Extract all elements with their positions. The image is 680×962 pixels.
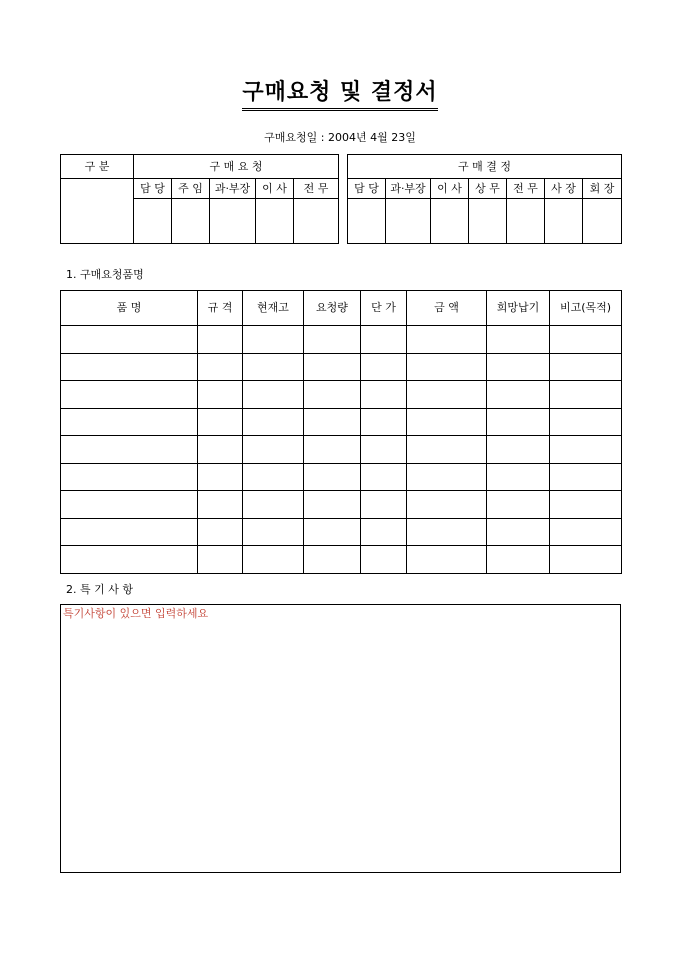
- signature-box[interactable]: [583, 199, 622, 244]
- column-header: 희망납기: [487, 291, 550, 326]
- document-title-text: 구매요청 및 결정서: [242, 80, 437, 111]
- table-cell[interactable]: [550, 463, 622, 491]
- table-cell[interactable]: [361, 326, 407, 354]
- table-cell[interactable]: [61, 518, 198, 546]
- table-cell[interactable]: [304, 546, 361, 574]
- table-row: [61, 546, 622, 574]
- table-cell[interactable]: [407, 463, 487, 491]
- table-row: [61, 491, 622, 519]
- table-cell[interactable]: [198, 381, 243, 409]
- table-cell[interactable]: [361, 436, 407, 464]
- table-cell[interactable]: [407, 381, 487, 409]
- table-cell[interactable]: [304, 326, 361, 354]
- table-cell[interactable]: [198, 353, 243, 381]
- signature-box[interactable]: [348, 199, 386, 244]
- notes-section-heading: 2. 특 기 사 항: [66, 583, 133, 596]
- column-header: 현재고: [243, 291, 304, 326]
- table-cell[interactable]: [243, 353, 304, 381]
- notes-placeholder: 특기사항이 있으면 입력하세요: [63, 607, 209, 620]
- signature-box[interactable]: [134, 199, 172, 244]
- table-cell[interactable]: [243, 491, 304, 519]
- table-row: [61, 436, 622, 464]
- decision-role: 이 사: [431, 179, 469, 199]
- request-role: 담 당: [134, 179, 172, 199]
- signature-box[interactable]: [210, 199, 256, 244]
- table-cell[interactable]: [198, 463, 243, 491]
- decision-role: 회 장: [583, 179, 622, 199]
- table-cell[interactable]: [550, 408, 622, 436]
- items-header-row: [61, 291, 622, 326]
- table-cell[interactable]: [487, 546, 550, 574]
- table-cell[interactable]: [243, 436, 304, 464]
- table-cell[interactable]: [550, 491, 622, 519]
- table-row: [61, 353, 622, 381]
- signature-box[interactable]: [545, 199, 583, 244]
- decision-role: 과·부장: [386, 179, 431, 199]
- request-role: 전 무: [294, 179, 339, 199]
- table-row: [61, 381, 622, 409]
- notes-field[interactable]: [60, 604, 621, 873]
- table-cell[interactable]: [361, 546, 407, 574]
- table-cell[interactable]: [198, 408, 243, 436]
- table-row: [61, 326, 622, 354]
- table-cell[interactable]: [407, 326, 487, 354]
- table-cell[interactable]: [407, 518, 487, 546]
- items-section-heading: 1. 구매요청품명: [66, 268, 144, 281]
- table-cell[interactable]: [243, 408, 304, 436]
- request-date: 구매요청일 : 2004년 4월 23일: [264, 131, 416, 144]
- signature-box[interactable]: [431, 199, 469, 244]
- table-cell[interactable]: [361, 491, 407, 519]
- table-cell[interactable]: [407, 491, 487, 519]
- table-cell[interactable]: [361, 463, 407, 491]
- table-cell[interactable]: [198, 326, 243, 354]
- table-cell[interactable]: [361, 381, 407, 409]
- table-cell[interactable]: [198, 518, 243, 546]
- table-cell[interactable]: [361, 408, 407, 436]
- request-role: 주 임: [172, 179, 210, 199]
- signature-box[interactable]: [172, 199, 210, 244]
- table-cell[interactable]: [61, 546, 198, 574]
- column-header: 품 명: [61, 291, 198, 326]
- column-header: 단 가: [361, 291, 407, 326]
- signature-box[interactable]: [386, 199, 431, 244]
- table-cell[interactable]: [487, 463, 550, 491]
- signature-box[interactable]: [507, 199, 545, 244]
- table-cell[interactable]: [361, 353, 407, 381]
- table-cell[interactable]: [407, 546, 487, 574]
- table-cell[interactable]: [61, 436, 198, 464]
- column-header: 규 격: [198, 291, 243, 326]
- column-header: 금 액: [407, 291, 487, 326]
- request-header: 구 매 요 청: [134, 155, 339, 179]
- table-cell[interactable]: [61, 463, 198, 491]
- table-cell[interactable]: [487, 326, 550, 354]
- decision-role: 상 무: [469, 179, 507, 199]
- table-cell[interactable]: [61, 408, 198, 436]
- table-cell[interactable]: [487, 381, 550, 409]
- request-role: 과·부장: [210, 179, 256, 199]
- table-cell[interactable]: [361, 518, 407, 546]
- decision-role: 담 당: [348, 179, 386, 199]
- table-cell[interactable]: [304, 491, 361, 519]
- table-cell[interactable]: [407, 436, 487, 464]
- table-cell[interactable]: [304, 518, 361, 546]
- request-approval-table: [60, 154, 339, 244]
- decision-role: 사 장: [545, 179, 583, 199]
- table-cell[interactable]: [487, 353, 550, 381]
- column-header: 비고(목적): [550, 291, 622, 326]
- table-cell[interactable]: [61, 326, 198, 354]
- table-cell[interactable]: [407, 353, 487, 381]
- column-header: 요청량: [304, 291, 361, 326]
- table-cell[interactable]: [198, 546, 243, 574]
- table-cell[interactable]: [407, 408, 487, 436]
- table-cell[interactable]: [243, 463, 304, 491]
- table-cell[interactable]: [550, 436, 622, 464]
- table-cell[interactable]: [243, 546, 304, 574]
- decision-header: 구 매 결 정: [348, 155, 622, 179]
- category-cell: [61, 179, 134, 244]
- signature-box[interactable]: [294, 199, 339, 244]
- table-cell[interactable]: [550, 546, 622, 574]
- table-cell[interactable]: [304, 408, 361, 436]
- items-table: [60, 290, 622, 574]
- table-cell[interactable]: [61, 381, 198, 409]
- table-cell[interactable]: [243, 326, 304, 354]
- table-cell[interactable]: [487, 408, 550, 436]
- category-label: 구 분: [61, 155, 134, 179]
- table-cell[interactable]: [243, 518, 304, 546]
- table-cell[interactable]: [304, 436, 361, 464]
- table-cell[interactable]: [550, 381, 622, 409]
- table-cell[interactable]: [304, 381, 361, 409]
- request-role: 이 사: [256, 179, 294, 199]
- table-cell[interactable]: [198, 436, 243, 464]
- table-cell[interactable]: [550, 518, 622, 546]
- table-cell[interactable]: [61, 491, 198, 519]
- table-cell[interactable]: [243, 381, 304, 409]
- document-title: [0, 80, 680, 111]
- table-cell[interactable]: [61, 353, 198, 381]
- table-cell[interactable]: [198, 491, 243, 519]
- decision-approval-table: [347, 154, 622, 244]
- table-cell[interactable]: [487, 491, 550, 519]
- signature-box[interactable]: [256, 199, 294, 244]
- table-row: [61, 463, 622, 491]
- table-cell[interactable]: [487, 518, 550, 546]
- signature-box[interactable]: [469, 199, 507, 244]
- table-cell[interactable]: [550, 326, 622, 354]
- table-cell[interactable]: [304, 463, 361, 491]
- decision-role: 전 무: [507, 179, 545, 199]
- table-cell[interactable]: [304, 353, 361, 381]
- table-cell[interactable]: [487, 436, 550, 464]
- table-row: [61, 518, 622, 546]
- table-row: [61, 408, 622, 436]
- table-cell[interactable]: [550, 353, 622, 381]
